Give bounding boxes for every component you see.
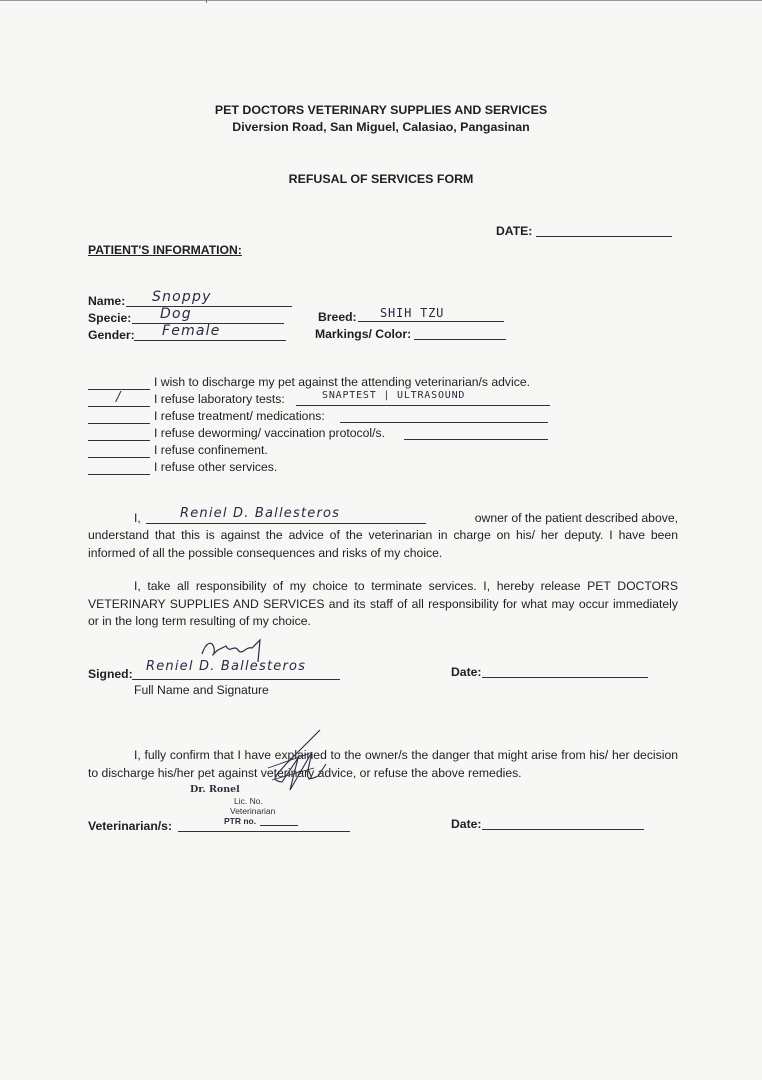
vet-stamp-name: Dr. Ronel bbox=[190, 784, 240, 795]
name-value[interactable]: Snoppy bbox=[152, 289, 212, 305]
signed-date-label: Date: bbox=[451, 665, 482, 679]
form-title: REFUSAL OF SERVICES FORM bbox=[288, 172, 474, 186]
option-blank[interactable] bbox=[88, 440, 150, 441]
name-line bbox=[126, 306, 292, 307]
page-tick bbox=[206, 0, 207, 3]
statement2-body: I, take all responsibility of my choice to terminate services. I, hereby release PET DOCTORS VETERINARY SUPPLIES AND SERVICES and its staff of all responsibility for what may occur immediately or in the long term resulting of my choice. bbox=[88, 579, 678, 628]
option-detail-line[interactable] bbox=[404, 439, 548, 440]
option-detail-line bbox=[296, 405, 550, 406]
statement1-prefix: I, bbox=[134, 511, 141, 525]
option-text: I wish to discharge my pet against the attending veterinarian/s advice. bbox=[154, 375, 530, 389]
vet-date-line[interactable] bbox=[482, 829, 644, 830]
date-line[interactable] bbox=[536, 236, 672, 237]
option-blank[interactable] bbox=[88, 474, 150, 475]
name-label: Name: bbox=[88, 294, 126, 308]
signed-date-line[interactable] bbox=[482, 677, 648, 678]
gender-line bbox=[134, 340, 286, 341]
signature-scribble bbox=[196, 632, 266, 666]
specie-label: Specie: bbox=[88, 311, 132, 325]
breed-value[interactable]: SHIH TZU bbox=[380, 306, 445, 320]
patient-info-heading: PATIENT'S INFORMATION: bbox=[88, 243, 242, 257]
page-top-edge bbox=[0, 0, 762, 1]
option-text: I refuse deworming/ vaccination protocol/s. bbox=[154, 426, 385, 440]
signed-caption: Full Name and Signature bbox=[134, 683, 269, 697]
vet-stamp-ptr: PTR no. bbox=[224, 816, 257, 826]
company-address: Diversion Road, San Miguel, Calasiao, Pangasinan bbox=[232, 120, 530, 134]
gender-value[interactable]: Female bbox=[162, 323, 221, 339]
veterinarian-label: Veterinarian/s: bbox=[88, 819, 172, 833]
option-detail-line[interactable] bbox=[340, 422, 548, 423]
option-text: I refuse laboratory tests: bbox=[154, 392, 285, 406]
option-detail-value[interactable]: SNAPTEST | ULTRASOUND bbox=[322, 390, 466, 401]
vet-stamp-ptr-line bbox=[260, 825, 298, 826]
option-blank[interactable] bbox=[88, 457, 150, 458]
option-text: I refuse treatment/ medications: bbox=[154, 409, 325, 423]
option-blank[interactable] bbox=[88, 423, 150, 424]
markings-label: Markings/ Color: bbox=[315, 327, 412, 341]
vet-stamp-license: Lic. No. bbox=[234, 796, 263, 806]
statement1-suffix: owner of the patient described above, bbox=[474, 511, 678, 525]
option-check-mark: / bbox=[116, 390, 122, 405]
specie-value[interactable]: Dog bbox=[160, 306, 192, 322]
vet-stamp-title: Veterinarian bbox=[230, 806, 276, 816]
statement1-body: understand that this is against the advice of the veterinarian in charge on his/ her deputy. I have been informed of all the possible consequences and risks of my choice. bbox=[88, 528, 678, 560]
breed-line bbox=[358, 321, 504, 322]
option-blank[interactable] bbox=[88, 406, 150, 407]
date-label: DATE: bbox=[496, 224, 533, 238]
signed-line bbox=[132, 679, 340, 680]
vet-date-label: Date: bbox=[451, 817, 482, 831]
breed-label: Breed: bbox=[318, 310, 357, 324]
signed-value[interactable]: Reniel D. Ballesteros bbox=[146, 659, 307, 674]
option-text: I refuse other services. bbox=[154, 460, 278, 474]
markings-line[interactable] bbox=[414, 339, 506, 340]
owner-name-value[interactable]: Reniel D. Ballesteros bbox=[180, 506, 341, 521]
company-name: PET DOCTORS VETERINARY SUPPLIES AND SERVICES bbox=[214, 103, 548, 117]
veterinarian-signature-scribble bbox=[238, 724, 338, 804]
veterinarian-line[interactable] bbox=[178, 831, 350, 832]
statement3-body: I, fully confirm that I have explained to the owner/s the danger that might arise from his/ her decision to discharge his/her pet against veterinary advice, or refuse the above remedies. bbox=[88, 748, 678, 780]
option-text: I refuse confinement. bbox=[154, 443, 268, 457]
signed-label: Signed: bbox=[88, 667, 133, 681]
owner-name-line bbox=[146, 523, 426, 524]
gender-label: Gender: bbox=[88, 328, 135, 342]
